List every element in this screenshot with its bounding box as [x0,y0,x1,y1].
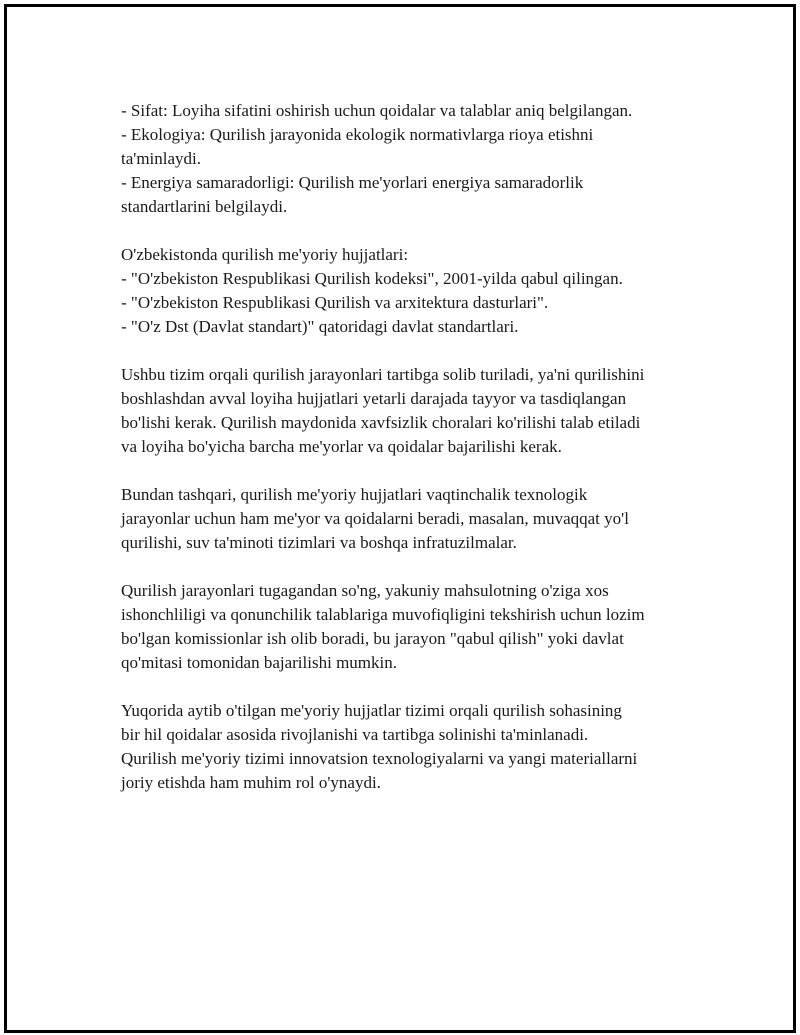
text-line: - "O'z Dst (Davlat standart)" qatoridagi davlat standartlari. [121,317,519,336]
text-line: bo'lishi kerak. Qurilish maydonida xavfsizlik choralari ko'rilishi talab etiladi [121,413,641,432]
paragraph-uzbekistan-documents [121,243,701,339]
text-line: Qurilish me'yoriy tizimi innovatsion texnologiyalarni va yangi materiallarni [121,749,638,768]
text-line: - Ekologiya: Qurilish jarayonida ekologik normativlarga rioya etishni [121,125,594,144]
text-line: jarayonlar uchun ham me'yor va qoidalarni beradi, masalan, muvaqqat yo'l [121,509,629,528]
text-line: - "O'zbekiston Respublikasi Qurilish kodeksi", 2001-yilda qabul qilingan. [121,269,623,288]
document-body [121,99,701,819]
text-line: Ushbu tizim orqali qurilish jarayonlari tartibga solib turiladi, ya'ni qurilishini [121,365,645,384]
text-line: bir hil qoidalar asosida rivojlanishi va tartibga solinishi ta'minlanadi. [121,725,589,744]
text-line: Qurilish jarayonlari tugagandan so'ng, yakuniy mahsulotning o'ziga xos [121,581,609,600]
paragraph-regulation-system [121,363,701,459]
text-line: standartlarini belgilaydi. [121,197,288,216]
paragraph-acceptance [121,579,701,675]
text-line: qurilishi, suv ta'minoti tizimlari va boshqa infratuzilmalar. [121,533,517,552]
text-line: O'zbekistonda qurilish me'yoriy hujjatlari: [121,245,409,264]
text-line: - "O'zbekiston Respublikasi Qurilish va arxitektura dasturlari". [121,293,549,312]
text-line: Bundan tashqari, qurilish me'yoriy hujjatlari vaqtinchalik texnologik [121,485,588,504]
text-line: joriy etishda ham muhim rol o'ynaydi. [121,773,381,792]
document-page [4,4,796,1033]
text-line: boshlashdan avval loyiha hujjatlari yetarli darajada tayyor va tasdiqlangan [121,389,627,408]
paragraph-standards-benefits [121,99,701,219]
text-line: - Sifat: Loyiha sifatini oshirish uchun qoidalar va talablar aniq belgilangan. [121,101,633,120]
text-line: qo'mitasi tomonidan bajarilishi mumkin. [121,653,397,672]
text-line: - Energiya samaradorligi: Qurilish me'yorlari energiya samaradorlik [121,173,584,192]
text-line: ishonchliligi va qonunchilik talablariga muvofiqligini tekshirish uchun lozim [121,605,645,624]
paragraph-temporary-processes [121,483,701,555]
text-line: bo'lgan komissionlar ish olib boradi, bu jarayon "qabul qilish" yoki davlat [121,629,624,648]
paragraph-conclusion [121,699,701,795]
text-line: ta'minlaydi. [121,149,202,168]
text-line: va loyiha bo'yicha barcha me'yorlar va qoidalar bajarilishi kerak. [121,437,562,456]
text-line: Yuqorida aytib o'tilgan me'yoriy hujjatlar tizimi orqali qurilish sohasining [121,701,622,720]
